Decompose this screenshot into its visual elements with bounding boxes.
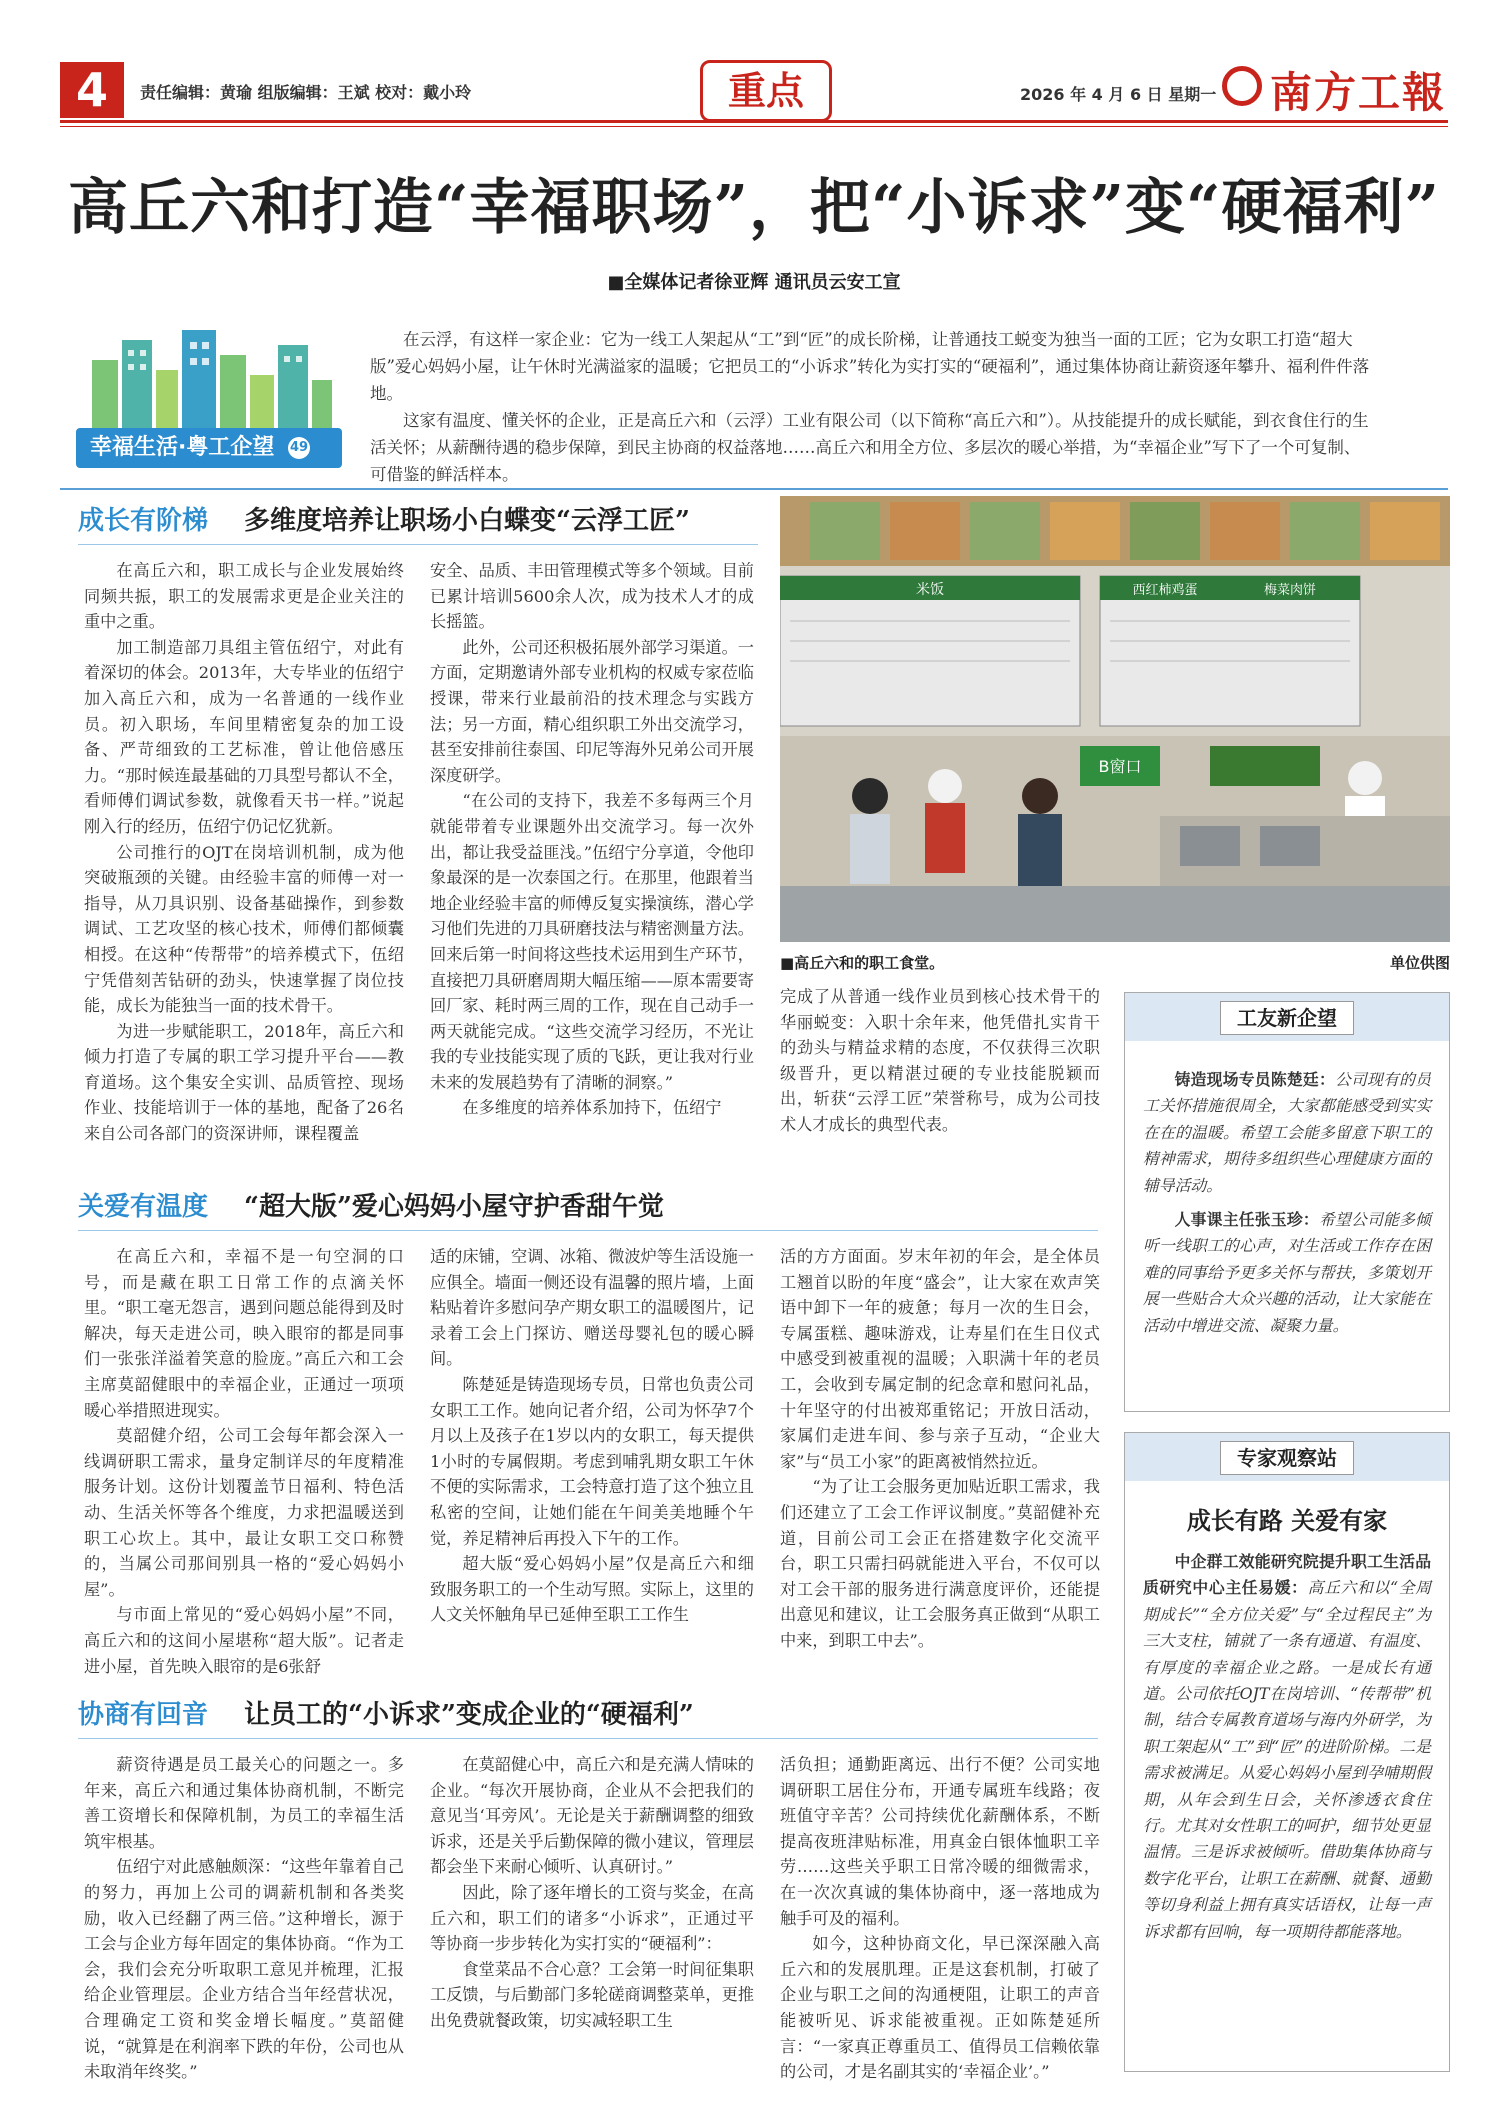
sidebar-title: 专家观察站 bbox=[1220, 1441, 1354, 1475]
section-tag-negotiation: 协商有回音 bbox=[78, 1700, 209, 1730]
paragraph: 安全、品质、丰田管理模式等多个领域。目前已累计培训5600余人次，成为技术人才的成长摇篮。 bbox=[430, 561, 754, 632]
paragraph: 加工制造部刀具组主管伍绍宁，对此有着深切的体会。2013年，大专毕业的伍绍宁加入高丘六和，成为一名普通的一线作业员。初入职场，车间里精密复杂的加工设备、严苛细致的工艺标准，曾让他倍感压力。“那时候连最基础的刀具型号都认不全，看师傅们调试参数，就像看天书一样。”说起刚入行的经历，伍绍宁仍记忆犹新。 bbox=[84, 637, 404, 836]
section-rule bbox=[78, 1738, 1098, 1739]
section-tag-care: 关爱有温度 bbox=[78, 1192, 209, 1222]
photo-credit: 单位供图 bbox=[1390, 954, 1451, 972]
paragraph: 为进一步赋能职工，2018年，高丘六和倾力打造了专属的职工学习提升平台——教育道场。这个集安全实训、品质管控、现场作业、技能培训于一体的基地，配备了26名来自公司各部门的资深讲师，课程覆盖 bbox=[84, 1021, 404, 1144]
paragraph: 伍绍宁对此感触颇深：“这些年靠着自己的努力，再加上公司的调薪机制和各类奖励，收入已经翻了两三倍。”这种增长，源于工会与企业方每年固定的集体协商。“作为工会，我们会充分听取职工意见并梳理，汇报给企业管理层。企业方结合当年经营状况，合理确定工资和奖金增长幅度。”莫韶健说，“就算是在利润率下跌的年份，公司也从未取消年终奖。” bbox=[84, 1857, 404, 2082]
paragraph: 与市面上常见的“爱心妈妈小屋”不同，高丘六和的这间小屋堪称“超大版”。记者走进小屋，首先映入眼帘的是6张舒 bbox=[84, 1605, 404, 1676]
section2-col2 bbox=[430, 1244, 754, 1628]
paragraph: 公司推行的OJT在岗培训机制，成为他突破瓶颈的关键。由经验丰富的师傅一对一指导，从刀具识别、设备基础操作，到参数调试、工艺攻坚的核心技术，师傅们都倾囊相授。在这种“传帮带”的培养模式下，伍绍宁凭借刻苦钻研的劲头，快速掌握了岗位技能，成长为能独当一面的技术骨干。 bbox=[84, 842, 404, 1016]
paragraph: 陈楚延是铸造现场专员，日常也负责公司女职工工作。她向记者介绍，公司为怀孕7个月以上及孩子在1岁以内的女职工，每天提供1小时的专属假期。考虑到哺乳期女职工午休不便的实际需求，工会特意打造了这个独立且私密的空间，让她们能在午间美美地睡个午觉，养足精神后再投入下午的工作。 bbox=[430, 1374, 754, 1548]
article-lead bbox=[370, 326, 1370, 488]
paragraph: 在莫韶健心中，高丘六和是充满人情味的企业。“每次开展协商，企业从不会把我们的意见当‘耳旁风’。无论是关于薪酬调整的细致诉求，还是关乎后勤保障的微小建议，管理层都会坐下来耐心倾听、认真研讨。” bbox=[430, 1755, 754, 1877]
logo-icon bbox=[1222, 66, 1262, 106]
paragraph: 此外，公司还积极拓展外部学习渠道。一方面，定期邀请外部专业机构的权威专家莅临授课，带来行业最前沿的技术理念与实践方法；另一方面，精心组织职工外出交流学习，甚至安排前往泰国、印尼等海外兄弟公司开展深度研学。 bbox=[430, 637, 754, 785]
page-number: 4 bbox=[60, 62, 124, 118]
section1-col3 bbox=[780, 984, 1100, 1138]
photo-caption: ■高丘六和的职工食堂。 bbox=[780, 954, 945, 972]
paragraph: 如今，这种协商文化，早已深深融入高丘六和的发展肌理。正是这套机制，打破了企业与职工之间的沟通梗阻，让职工的声音能被听见、诉求能被重视。正如陈楚延所言：“一家真正尊重员工、值得员工信赖依靠的公司，才是名副其实的‘幸福企业’。” bbox=[780, 1934, 1100, 2082]
header-rule-thin bbox=[60, 126, 1448, 127]
worker-quote: 公司现有的员工关怀措施很周全，大家都能感受到实实在在的温暖。希望工会能多留意下职工的精神需求，期待多组织些心理健康方面的辅导活动。 bbox=[1143, 1070, 1431, 1195]
newspaper-logo bbox=[1222, 58, 1447, 117]
paragraph: 活负担；通勤距离远、出行不便？公司实地调研职工居住分布，开通专属班车线路；夜班值守辛苦？公司持续优化薪酬体系，不断提高夜班津贴标准，用真金白银体恤职工辛劳……这些关乎职工日常冷暖的细微需求，在一次次真诚的集体协商中，逐一落地成为触手可及的福利。 bbox=[780, 1755, 1100, 1928]
editors-line: 责任编辑：黄瑜 组版编辑：王斌 校对：戴小玲 bbox=[140, 83, 472, 102]
paragraph: 活的方方面面。岁末年初的年会，是全体员工翘首以盼的年度“盛会”，让大家在欢声笑语中卸下一年的疲惫；每月一次的生日会，专属蛋糕、趣味游戏，让寿星们在生日仪式中感受到被重视的温暖；入职满十年的老员工，会收到专属定制的纪念章和慰问礼品，十年坚守的付出被郑重铭记；开放日活动，家属们走进车间、参与亲子互动，“企业大家”与“员工小家”的距离被悄然拉近。 bbox=[780, 1247, 1100, 1471]
dateline: 2026 年 4 月 6 日 星期一 bbox=[1020, 85, 1217, 104]
worker-name: 人事课主任张玉珍： bbox=[1174, 1210, 1319, 1230]
column-badge bbox=[76, 428, 342, 468]
paragraph: “在公司的支持下，我差不多每两三个月就能带着专业课题外出交流学习。每一次外出，都让我受益匪浅。”伍绍宁分享道，令他印象最深的是一次泰国之行。在那里，他跟着当地企业经验丰富的师傅反复实操演练，潜心学习他们先进的刀具研磨技法与精密测量方法。回来后第一时间将这些技术运用到生产环节，直接把刀具研磨周期大幅压缩——原本需要寄回厂家、耗时两三周的工作，现在自己动手一两天就能完成。“这些交流学习经历，不光让我的专业技能实现了质的飞跃，更让我对行业未来的发展趋势有了清晰的洞察。” bbox=[430, 791, 754, 1092]
section3-col2 bbox=[430, 1752, 754, 2034]
sidebar-expert bbox=[1124, 1432, 1450, 2072]
expert-headline: 成长有路 关爱有家 bbox=[1186, 1506, 1388, 1535]
lead-paragraph: 在云浮，有这样一家企业：它为一线工人架起从“工”到“匠”的成长阶梯，让普通技工蜕变为独当一面的工匠；它为女职工打造“超大版”爱心妈妈小屋，让午休时光满溢家的温暖；它把员工的“小诉求”转化为实打实的“硬福利”，通过集体协商让薪资逐年攀升、福利件件落地。 bbox=[370, 330, 1370, 403]
expert-comment: 高丘六和以“全周期成长”“全方位关爱”与“全过程民主”为三大支柱，铺就了一条有通道、有温度、有厚度的幸福企业之路。一是成长有通道。公司依托OJT在岗培训、“传帮带”机制，结合专属教育道场与海内外研学，为职工架起从“工”到“匠”的进阶阶梯。二是需求被满足。从爱心妈妈小屋到孕哺期假期，从年会到生日会，关怀渗透衣食住行。尤其对女性职工的呵护，细节处更显温情。三是诉求被倾听。借助集体协商与数字化平台，让职工在薪酬、就餐、通勤等切身利益上拥有真实话语权，让每一声诉求都有回响，每一项期待都能落地。 bbox=[1143, 1578, 1431, 1941]
worker-quote: 希望公司能多倾听一线职工的心声，对生活或工作存在困难的同事给予更多关怀与帮扶，多策划开展一些贴合大众兴趣的活动，让大家能在活动中增进交流、凝聚力量。 bbox=[1143, 1210, 1431, 1335]
logo-text: 南方工報 bbox=[1270, 68, 1447, 117]
expert-name: 中企群工效能研究院提升职工生活品质研究中心主任易媛： bbox=[1143, 1552, 1431, 1598]
section1-col2 bbox=[430, 558, 754, 1121]
sidebar-workers-body bbox=[1143, 1067, 1431, 1347]
paragraph: 适的床铺，空调、冰箱、微波炉等生活设施一应俱全。墙面一侧还设有温馨的照片墙，上面粘贴着许多慰问孕产期女职工的温暖图片，记录着工会上门探访、赠送母婴礼包的暖心瞬间。 bbox=[430, 1247, 754, 1369]
paragraph: “为了让工会服务更加贴近职工需求，我们还建立了工会工作评议制度。”莫韶健补充道，目前公司工会正在搭建数字化交流平台，职工只需扫码就能进入平台，不仅可以对工会干部的服务进行满意度评价，还能提出意见和建议，让工会服务真正做到“从职工中来，到职工中去”。 bbox=[780, 1477, 1100, 1650]
column-badge-label: 幸福生活·粤工企望 bbox=[90, 435, 275, 460]
paragraph: 莫韶健介绍，公司工会每年都会深入一线调研职工需求，量身定制详尽的年度精准服务计划。这份计划覆盖节日福利、特色活动、生活关怀等各个维度，力求把温暖送到职工心坎上。其中，最让女职工交口称赞的，当属公司那间别具一格的“爱心妈妈小屋”。 bbox=[84, 1426, 404, 1599]
lead-paragraph: 这家有温度、懂关怀的企业，正是高丘六和（云浮）工业有限公司（以下简称“高丘六和”）。从技能提升的成长赋能，到衣食住行的生活关怀；从薪酬待遇的稳步保障，到民主协商的权益落地……高丘六和用全方位、多层次的暖心举措，为“幸福企业”写下了一个可复制、可借鉴的鲜活样本。 bbox=[370, 411, 1369, 484]
section1-col1 bbox=[84, 558, 404, 1147]
column-number: 49 bbox=[288, 437, 310, 459]
section-title-care: “超大版”爱心妈妈小屋守护香甜午觉 bbox=[244, 1192, 664, 1222]
sidebar-expert-body bbox=[1143, 1549, 1431, 1953]
section-tag: 重点 bbox=[700, 60, 832, 122]
paragraph: 食堂菜品不合心意？工会第一时间征集职工反馈，与后勤部门多轮磋商调整菜单，更推出免费就餐政策，切实减轻职工生 bbox=[430, 1959, 754, 2030]
paragraph: 在高丘六和，幸福不是一句空洞的口号，而是藏在职工日常工作的点滴关怀里。“职工毫无怨言，遇到问题总能得到及时解决，每天走进公司，映入眼帘的都是同事们一张张洋溢着笑意的脸庞。”高丘六和工会主席莫韶健眼中的幸福企业，正通过一项项暖心举措照进现实。 bbox=[84, 1247, 404, 1420]
sidebar-workers bbox=[1124, 992, 1450, 1412]
section3-col3 bbox=[780, 1752, 1100, 2085]
section-title-growth: 多维度培养让职场小白蝶变“云浮工匠” bbox=[244, 506, 690, 536]
worker-name: 铸造现场专员陈楚廷： bbox=[1174, 1070, 1335, 1089]
header-rule bbox=[60, 120, 1448, 123]
section-rule bbox=[78, 1230, 1098, 1231]
section2-col1 bbox=[84, 1244, 404, 1679]
section-title-negotiation: 让员工的“小诉求”变成企业的“硬福利” bbox=[244, 1700, 694, 1730]
section-tag-growth: 成长有阶梯 bbox=[78, 506, 209, 536]
paragraph: 超大版“爱心妈妈小屋”仅是高丘六和细致服务职工的一个生动写照。实际上，这里的人文关怀触角早已延伸至职工工作生 bbox=[430, 1554, 754, 1625]
section3-col1 bbox=[84, 1752, 404, 2085]
menu-board-egg: 西红柿鸡蛋 bbox=[1132, 583, 1198, 598]
paragraph: 薪资待遇是员工最关心的问题之一。多年来，高丘六和通过集体协商机制，不断完善工资增长和保障机制，为员工的幸福生活筑牢根基。 bbox=[84, 1755, 404, 1851]
paragraph: 完成了从普通一线作业员到核心技术骨干的华丽蜕变：入职十余年来，他凭借扎实肯干的劲头与精益求精的态度，不仅获得三次职级晋升，更以精湛过硬的专业技能脱颖而出，斩获“云浮工匠”荣誉称号，成为公司技术人才成长的典型代表。 bbox=[780, 987, 1100, 1134]
paragraph: 在多维度的培养体系加持下，伍绍宁 bbox=[462, 1098, 722, 1118]
article-headline: 高丘六和打造“幸福职场”，把“小诉求”变“硬福利” bbox=[67, 173, 1441, 243]
lead-divider bbox=[60, 488, 1448, 490]
menu-board-pork: 梅菜肉饼 bbox=[1263, 583, 1317, 598]
section2-col3 bbox=[780, 1244, 1100, 1654]
sidebar-title: 工友新企望 bbox=[1220, 1001, 1354, 1035]
paragraph: 因此，除了逐年增长的工资与奖金，在高丘六和，职工们的诸多“小诉求”，正通过平等协商一步步转化为实打实的“硬福利”： bbox=[430, 1882, 754, 1954]
section-rule bbox=[78, 544, 758, 545]
paragraph: 在高丘六和，职工成长与企业发展始终同频共振，职工的发展需求更是企业关注的重中之重。 bbox=[84, 561, 404, 632]
menu-board-rice: 米饭 bbox=[916, 582, 944, 598]
window-sign: B窗口 bbox=[1098, 757, 1142, 776]
article-byline: ■全媒体记者徐亚辉 通讯员云安工宣 bbox=[607, 272, 901, 293]
canteen-photo bbox=[780, 496, 1450, 942]
